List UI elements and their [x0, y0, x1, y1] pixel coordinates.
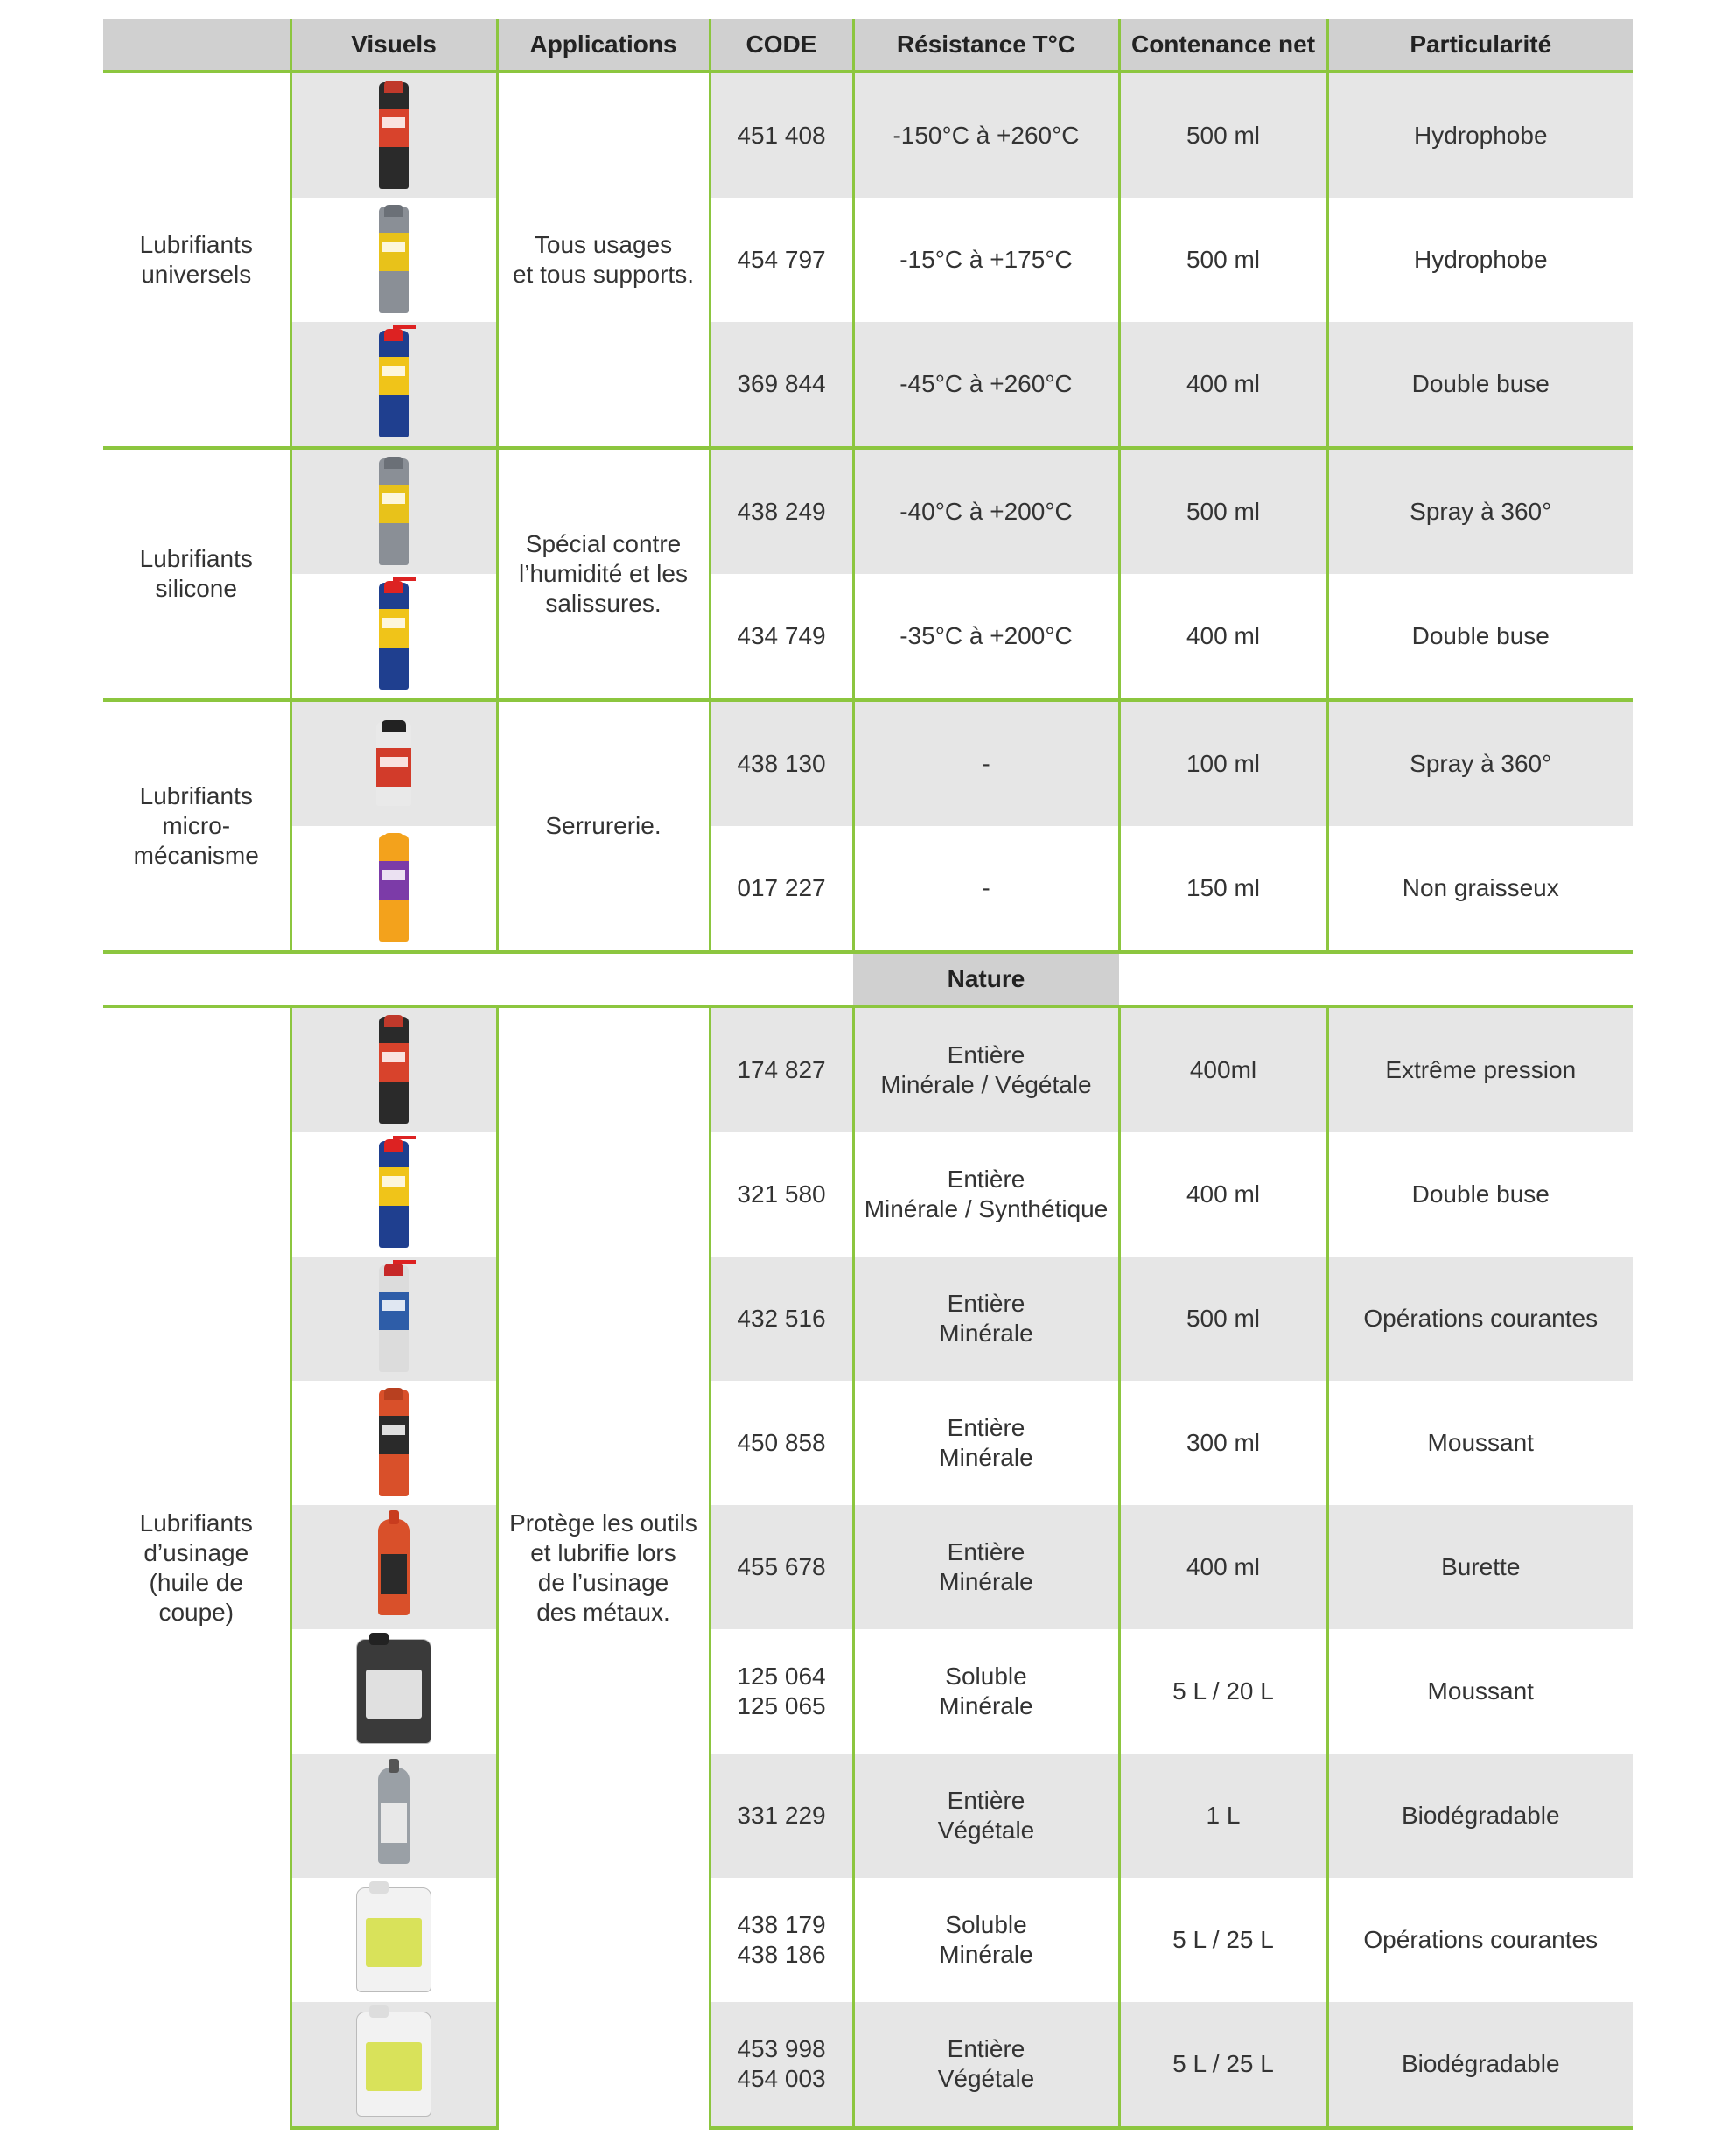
- nature-cell: Entière Minérale / Synthétique: [853, 1132, 1119, 1256]
- volume-cell: 500 ml: [1119, 198, 1327, 322]
- nature-cell: Entière Minérale: [853, 1505, 1119, 1629]
- volume-cell: 1 L: [1119, 1754, 1327, 1878]
- table-row: [103, 1256, 1633, 1381]
- code-cell: 451 408: [710, 72, 853, 198]
- header-particularite: Particularité: [1327, 19, 1633, 72]
- subheader-empty: [497, 952, 710, 1006]
- table-row: [103, 826, 1633, 952]
- white-jerrycan-icon: [299, 2006, 489, 2123]
- nature-cell: Soluble Minérale: [853, 1629, 1119, 1754]
- table-row: [103, 1505, 1633, 1629]
- grey-aerosol-can-icon: [299, 453, 489, 570]
- volume-cell: 5 L / 25 L: [1119, 2002, 1327, 2128]
- code-cell: 331 229: [710, 1754, 853, 1878]
- feature-cell: Moussant: [1327, 1629, 1633, 1754]
- temperature-cell: -35°C à +200°C: [853, 574, 1119, 700]
- feature-cell: Double buse: [1327, 1132, 1633, 1256]
- feature-cell: Spray à 360°: [1327, 700, 1633, 826]
- code-cell: 438 130: [710, 700, 853, 826]
- header-code: CODE: [710, 19, 853, 72]
- code-cell: 455 678: [710, 1505, 853, 1629]
- nature-cell: Entière Minérale / Végétale: [853, 1006, 1119, 1132]
- subheader-nature: Nature: [853, 952, 1119, 1006]
- rtd-oil-bottle-icon: [299, 1508, 489, 1626]
- temperature-cell: -: [853, 826, 1119, 952]
- nature-cell: Entière Minérale: [853, 1381, 1119, 1505]
- header-applications: Applications: [497, 19, 710, 72]
- product-visual-cell: [290, 1381, 497, 1505]
- product-visual-cell: [290, 1006, 497, 1132]
- feature-cell: Opérations courantes: [1327, 1878, 1633, 2002]
- feature-cell: Burette: [1327, 1505, 1633, 1629]
- code-cell: 125 064 125 065: [710, 1629, 853, 1754]
- feature-cell: Hydrophobe: [1327, 198, 1633, 322]
- header-visuels: Visuels: [290, 19, 497, 72]
- grey-aerosol-can-icon: [299, 201, 489, 318]
- header-category: [103, 19, 290, 72]
- product-visual-cell: [290, 448, 497, 574]
- product-visual-cell: [290, 1878, 497, 2002]
- temperature-cell: -15°C à +175°C: [853, 198, 1119, 322]
- product-visual-cell: [290, 1256, 497, 1381]
- product-visual-cell: [290, 72, 497, 198]
- table-row: [103, 1381, 1633, 1505]
- nature-cell: Entière Minérale: [853, 1256, 1119, 1381]
- code-cell: 321 580: [710, 1132, 853, 1256]
- code-cell: 438 179 438 186: [710, 1878, 853, 2002]
- product-visual-cell: [290, 2002, 497, 2128]
- red-aerosol-can-icon: [299, 1012, 489, 1129]
- wd40-double-nozzle-can-icon: [299, 326, 489, 443]
- feature-cell: Biodégradable: [1327, 2002, 1633, 2128]
- header-resistance: Résistance T°C: [853, 19, 1119, 72]
- subheader-empty: [103, 952, 290, 1006]
- product-visual-cell: [290, 1132, 497, 1256]
- subheader-empty: [290, 952, 497, 1006]
- table-row: [103, 198, 1633, 322]
- feature-cell: Biodégradable: [1327, 1754, 1633, 1878]
- code-cell: 454 797: [710, 198, 853, 322]
- product-table-container: [103, 19, 1633, 2130]
- volume-cell: 150 ml: [1119, 826, 1327, 952]
- table-row: [103, 574, 1633, 700]
- black-jerrycan-icon: [299, 1633, 489, 1750]
- feature-cell: Double buse: [1327, 322, 1633, 448]
- product-visual-cell: [290, 322, 497, 448]
- white-jerrycan-icon: [299, 1881, 489, 1998]
- table-row: [103, 1754, 1633, 1878]
- subheader-empty: [1327, 952, 1633, 1006]
- subheader-empty: [1119, 952, 1327, 1006]
- code-cell: 017 227: [710, 826, 853, 952]
- volume-cell: 5 L / 20 L: [1119, 1629, 1327, 1754]
- temperature-cell: -150°C à +260°C: [853, 72, 1119, 198]
- product-visual-cell: [290, 1505, 497, 1629]
- product-visual-cell: [290, 700, 497, 826]
- code-cell: 432 516: [710, 1256, 853, 1381]
- temperature-cell: -45°C à +260°C: [853, 322, 1119, 448]
- red-aerosol-can-icon: [299, 77, 489, 194]
- jelt-aerosol-can-icon: [299, 1260, 489, 1377]
- application-cell: Spécial contre l’humidité et les salissures.: [497, 448, 710, 700]
- subheader-empty: [710, 952, 853, 1006]
- nature-subheader-row: [103, 952, 1633, 1006]
- temperature-cell: -40°C à +200°C: [853, 448, 1119, 574]
- code-cell: 450 858: [710, 1381, 853, 1505]
- nature-cell: Entière Végétale: [853, 1754, 1119, 1878]
- feature-cell: Moussant: [1327, 1381, 1633, 1505]
- volume-cell: 500 ml: [1119, 448, 1327, 574]
- volume-cell: 100 ml: [1119, 700, 1327, 826]
- wd40-double-nozzle-can-icon: [299, 578, 489, 695]
- table-row: [103, 1006, 1633, 1132]
- small-red-aerosol-icon: [299, 705, 489, 822]
- temperature-cell: -: [853, 700, 1119, 826]
- product-visual-cell: [290, 574, 497, 700]
- feature-cell: Non graisseux: [1327, 826, 1633, 952]
- wd40-double-nozzle-can-icon: [299, 1136, 489, 1253]
- volume-cell: 500 ml: [1119, 72, 1327, 198]
- lubrarapid-aerosol-icon: [299, 830, 489, 947]
- rtd-orange-aerosol-icon: [299, 1384, 489, 1502]
- application-cell: Tous usages et tous supports.: [497, 72, 710, 448]
- code-cell: 434 749: [710, 574, 853, 700]
- lubricant-table: [103, 19, 1633, 2130]
- table-row: [103, 1629, 1633, 1754]
- table-row: [103, 72, 1633, 198]
- application-cell: Serrurerie.: [497, 700, 710, 952]
- volume-cell: 300 ml: [1119, 1381, 1327, 1505]
- table-row: [103, 2002, 1633, 2128]
- application-cell: Protège les outils et lubrifie lors de l’usinage des métaux.: [497, 1006, 710, 2128]
- volume-cell: 400 ml: [1119, 322, 1327, 448]
- category-cell: Lubrifiants universels: [103, 72, 290, 448]
- table-row: [103, 1132, 1633, 1256]
- category-cell: Lubrifiants d’usinage (huile de coupe): [103, 1006, 290, 2128]
- volume-cell: 400ml: [1119, 1006, 1327, 1132]
- feature-cell: Hydrophobe: [1327, 72, 1633, 198]
- product-visual-cell: [290, 198, 497, 322]
- category-cell: Lubrifiants silicone: [103, 448, 290, 700]
- volume-cell: 400 ml: [1119, 1505, 1327, 1629]
- code-cell: 453 998 454 003: [710, 2002, 853, 2128]
- volume-cell: 400 ml: [1119, 574, 1327, 700]
- product-visual-cell: [290, 826, 497, 952]
- category-cell: Lubrifiants micro- mécanisme: [103, 700, 290, 952]
- header-contenance: Contenance net: [1119, 19, 1327, 72]
- table-row: [103, 700, 1633, 826]
- feature-cell: Spray à 360°: [1327, 448, 1633, 574]
- nature-cell: Entière Végétale: [853, 2002, 1119, 2128]
- table-row: [103, 448, 1633, 574]
- feature-cell: Extrême pression: [1327, 1006, 1633, 1132]
- feature-cell: Double buse: [1327, 574, 1633, 700]
- table-row: [103, 322, 1633, 448]
- grey-oil-bottle-icon: [299, 1757, 489, 1874]
- code-cell: 369 844: [710, 322, 853, 448]
- nature-cell: Soluble Minérale: [853, 1878, 1119, 2002]
- volume-cell: 5 L / 25 L: [1119, 1878, 1327, 2002]
- volume-cell: 400 ml: [1119, 1132, 1327, 1256]
- volume-cell: 500 ml: [1119, 1256, 1327, 1381]
- feature-cell: Opérations courantes: [1327, 1256, 1633, 1381]
- product-visual-cell: [290, 1754, 497, 1878]
- code-cell: 174 827: [710, 1006, 853, 1132]
- code-cell: 438 249: [710, 448, 853, 574]
- table-row: [103, 1878, 1633, 2002]
- product-visual-cell: [290, 1629, 497, 1754]
